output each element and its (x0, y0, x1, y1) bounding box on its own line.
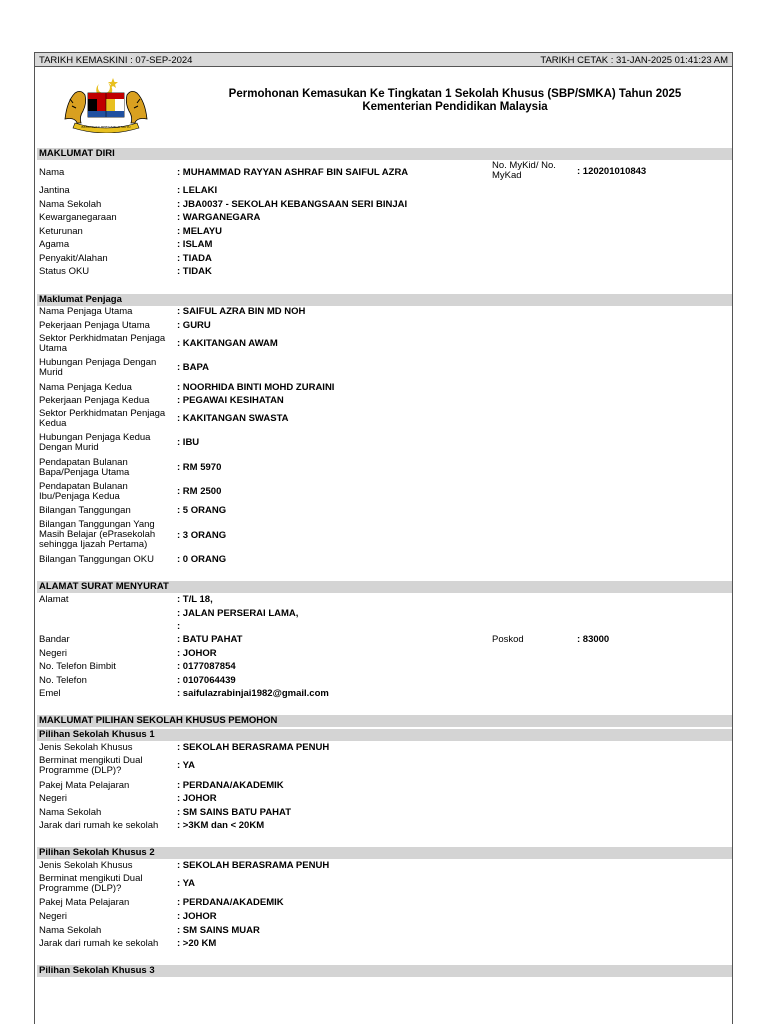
poskod-value: : 83000 (577, 634, 610, 645)
penjaga-value-pendapatan-ibu: : RM 2500 (177, 486, 222, 497)
penjaga-label-pendapatan-ibu: Pendapatan Bulanan Ibu/Penjaga Kedua (39, 481, 128, 502)
section-pilihan: MAKLUMAT PILIHAN SEKOLAH KHUSUS PEMOHON (37, 715, 732, 727)
penjaga-label-pendapatan-bapa: Pendapatan Bulanan Bapa/Penjaga Utama (39, 457, 130, 478)
penjaga-label-hubungan-kedua: Hubungan Penjaga Kedua Dengan Murid (39, 432, 151, 453)
alamat-label-emel: Emel (39, 688, 61, 699)
penjaga-label-hubungan-utama: Hubungan Penjaga Dengan Murid (39, 357, 157, 378)
penjaga-value-nama-kedua: : NOORHIDA BINTI MOHD ZURAINI (177, 382, 335, 393)
penjaga-label-tanggungan-belajar: Bilangan Tanggungan Yang Masih Belajar (ePrasekolah sehingga Ijazah Pertama) (39, 519, 156, 550)
diri-value-jantina: : LELAKI (177, 185, 218, 196)
p1-label-sekolah: Nama Sekolah (39, 807, 102, 818)
update-date: TARIKH KEMASKINI : 07-SEP-2024 (39, 55, 193, 66)
alamat-label-telefon: No. Telefon (39, 675, 87, 686)
p1-label-dlp: Berminat mengikuti Dual Programme (DLP)? (39, 755, 143, 776)
penjaga-value-tanggungan: : 5 ORANG (177, 505, 227, 516)
p2-label-dlp: Berminat mengikuti Dual Programme (DLP)? (39, 873, 143, 894)
p2-value-pakej: : PERDANA/AKADEMIK (177, 897, 284, 908)
alamat-value-bandar: : BATU PAHAT (177, 634, 243, 645)
diri-label-oku: Status OKU (39, 266, 90, 277)
penjaga-label-tanggungan-oku: Bilangan Tanggungan OKU (39, 554, 154, 565)
alamat-value-emel: : saifulazrabinjai1982@gmail.com (177, 688, 329, 699)
alamat-label: Alamat (39, 594, 69, 605)
p1-value-negeri: : JOHOR (177, 793, 217, 804)
diri-label-jantina: Jantina (39, 185, 70, 196)
section-alamat: ALAMAT SURAT MENYURAT (37, 581, 732, 593)
penjaga-value-sektor-utama: : KAKITANGAN AWAM (177, 338, 278, 349)
p2-value-jenis: : SEKOLAH BERASRAMA PENUH (177, 860, 330, 871)
section-maklumat-diri: MAKLUMAT DIRI (37, 148, 732, 160)
penjaga-label-pekerjaan-utama: Pekerjaan Penjaga Utama (39, 320, 150, 331)
section-pilihan-1: Pilihan Sekolah Khusus 1 (37, 729, 732, 741)
diri-value-warganegara: : WARGANEGARA (177, 212, 261, 223)
p1-label-negeri: Negeri (39, 793, 67, 804)
title-line-2: Kementerian Pendidikan Malaysia (362, 101, 548, 113)
malaysia-crest-icon (61, 75, 151, 133)
p2-label-jarak: Jarak dari rumah ke sekolah (39, 938, 159, 949)
p1-value-pakej: : PERDANA/AKADEMIK (177, 780, 284, 791)
poskod-label: Poskod (492, 634, 524, 645)
p2-label-pakej: Pakej Mata Pelajaran (39, 897, 130, 908)
penjaga-value-hubungan-kedua: : IBU (177, 437, 200, 448)
penjaga-label-sektor-kedua: Sektor Perkhidmatan Penjaga Kedua (39, 408, 166, 429)
p2-value-negeri: : JOHOR (177, 911, 217, 922)
penjaga-value-pekerjaan-kedua: : PEGAWAI KESIHATAN (177, 395, 284, 406)
penjaga-value-sektor-kedua: : KAKITANGAN SWASTA (177, 413, 289, 424)
p2-value-sekolah: : SM SAINS MUAR (177, 925, 260, 936)
section-maklumat-penjaga: Maklumat Penjaga (37, 294, 732, 306)
penjaga-label-tanggungan: Bilangan Tanggungan (39, 505, 131, 516)
diri-value-agama: : ISLAM (177, 239, 213, 250)
mykid-value: : 120201010843 (577, 166, 647, 177)
diri-label-warganegara: Kewarganegaraan (39, 212, 117, 223)
alamat-value-telefon: : 0107064439 (177, 675, 236, 686)
penjaga-value-tanggungan-belajar: : 3 ORANG (177, 530, 227, 541)
diri-label-penyakit: Penyakit/Alahan (39, 253, 108, 264)
alamat-label-bimbit: No. Telefon Bimbit (39, 661, 116, 672)
diri-label-keturunan: Keturunan (39, 226, 83, 237)
penjaga-label-sektor-utama: Sektor Perkhidmatan Penjaga Utama (39, 333, 166, 354)
title-line-1: Permohonan Kemasukan Ke Tingkatan 1 Sekolah Khusus (SBP/SMKA) Tahun 2025 (228, 88, 682, 100)
print-date: TARIKH CETAK : 31-JAN-2025 01:41:23 AM (540, 55, 728, 66)
penjaga-value-pendapatan-bapa: : RM 5970 (177, 462, 222, 473)
alamat-value-bimbit: : 0177087854 (177, 661, 236, 672)
penjaga-value-pekerjaan-utama: : GURU (177, 320, 211, 331)
penjaga-value-nama-utama: : SAIFUL AZRA BIN MD NOH (177, 306, 306, 317)
p2-label-jenis: Jenis Sekolah Khusus (39, 860, 133, 871)
diri-label-nama: Nama (39, 167, 65, 178)
alamat-value-negeri: : JOHOR (177, 648, 217, 659)
p2-label-negeri: Negeri (39, 911, 67, 922)
diri-label-agama: Agama (39, 239, 70, 250)
mykid-label: No. MyKid/ No. MyKad (492, 160, 556, 181)
diri-value-sekolah: : JBA0037 - SEKOLAH KEBANGSAAN SERI BINJAI (177, 199, 408, 210)
p2-value-dlp: : YA (177, 878, 195, 889)
alamat-label-bandar: Bandar (39, 634, 70, 645)
diri-value-oku: : TIDAK (177, 266, 212, 277)
penjaga-label-nama-utama: Nama Penjaga Utama (39, 306, 133, 317)
penjaga-value-hubungan-utama: : BAPA (177, 362, 210, 373)
document-sheet (34, 52, 733, 1024)
p1-value-dlp: : YA (177, 760, 195, 771)
p1-label-pakej: Pakej Mata Pelajaran (39, 780, 130, 791)
p1-label-jarak: Jarak dari rumah ke sekolah (39, 820, 159, 831)
p1-value-sekolah: : SM SAINS BATU PAHAT (177, 807, 291, 818)
section-pilihan-3: Pilihan Sekolah Khusus 3 (37, 965, 732, 977)
penjaga-value-tanggungan-oku: : 0 ORANG (177, 554, 227, 565)
alamat-line-1: : T/L 18, (177, 594, 213, 605)
penjaga-label-nama-kedua: Nama Penjaga Kedua (39, 382, 132, 393)
p1-label-jenis: Jenis Sekolah Khusus (39, 742, 133, 753)
p2-label-sekolah: Nama Sekolah (39, 925, 102, 936)
crest-motto-text: BERSEKUTU BERTAMBAH MUTU (81, 125, 131, 129)
diri-value-keturunan: : MELAYU (177, 226, 223, 237)
print-info-bar (35, 53, 732, 67)
penjaga-label-pekerjaan-kedua: Pekerjaan Penjaga Kedua (39, 395, 150, 406)
alamat-line-3: : (177, 621, 181, 632)
section-pilihan-2: Pilihan Sekolah Khusus 2 (37, 847, 732, 859)
diri-value-nama: : MUHAMMAD RAYYAN ASHRAF BIN SAIFUL AZRA (177, 167, 409, 178)
diri-value-penyakit: : TIADA (177, 253, 212, 264)
document-title (165, 88, 745, 114)
p1-value-jenis: : SEKOLAH BERASRAMA PENUH (177, 742, 330, 753)
p1-value-jarak: : >3KM dan < 20KM (177, 820, 265, 831)
alamat-line-2: : JALAN PERSERAI LAMA, (177, 608, 299, 619)
p2-value-jarak: : >20 KM (177, 938, 217, 949)
alamat-label-negeri: Negeri (39, 648, 67, 659)
diri-label-sekolah: Nama Sekolah (39, 199, 102, 210)
